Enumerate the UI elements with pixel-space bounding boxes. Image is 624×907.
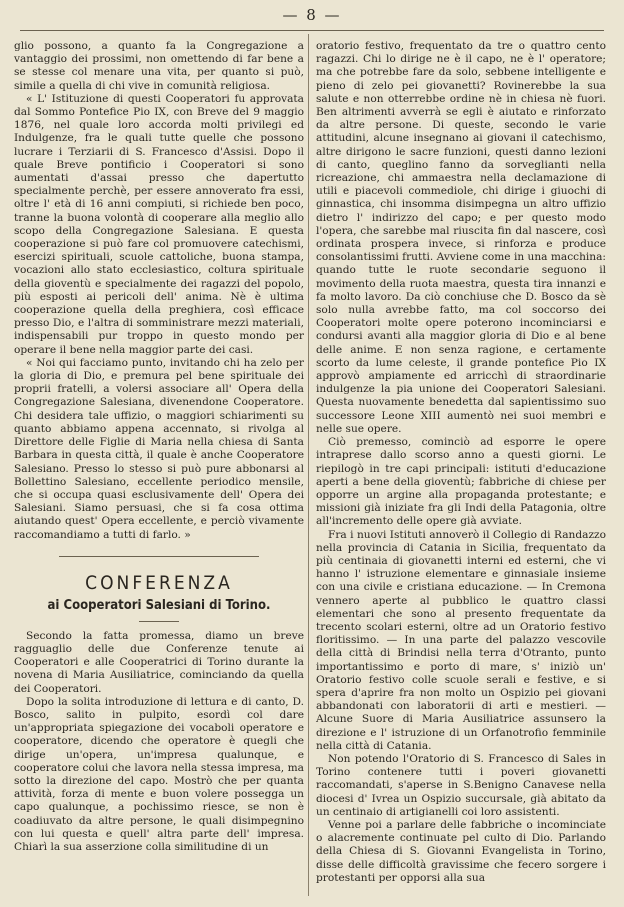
paragraph: glio possono, a quanto fa la Congregazione a vantaggio dei prossimi, non omettendo di far bene a se stesse col menare una vita, per quanto si può, simile a quella di chi vive in comunità religiosa. (14, 40, 304, 92)
header-rule (20, 30, 604, 31)
page-number: — 8 — (282, 6, 342, 24)
left-column (14, 40, 304, 854)
paragraph: oratorio festivo, frequentato da tre o quattro cento ragazzi. Chi lo dirige ne è il capo, ne è l' operatore; ma che potrebbe fare da solo, sebbene intelligente e pieno di zelo pei giovanetti? Rovinerebbe la sua salute e non otterrebbe ordine nè in chiesa nè fuori. Ben altrimenti avverrà se egli è aiutato e rinforzato da altre persone. Di queste, secondo le varie attitudini, alcune insegnano ai giovani il catechismo, altre dirigono le sacre funzioni, questi danno lezioni di canto, queglino fanno da sorveglianti nella ricreazione, chi ammaestra nella declamazione di utili e piacevoli commediole, chi dirige i giuochi di ginnastica, chi insomma disimpegna un altro uffizio dietro l' indirizzo del capo; e per questo modo l'opera, che sarebbe mal riuscita fin dal nascere, così ordinata prospera invece, si rinforza e produce consolantissimi frutti. Avviene come in una macchina: quando tutte le ruote secondarie seguono il movimento della ruota maestra, questa tira innanzi e fa molto lavoro. Da ciò conchiuse che D. Bosco da sè solo nulla avrebbe fatto, ma col soccorso dei Cooperatori molte opere poterono incominciarsi e condursi avanti alla maggior gloria di Dio e al bene delle anime. E non senza ragione, e certamente scorto da lume celeste, il grande pontefice Pio IX approvò ampiamente ed arricchì di straordinarie indulgenze la pia unione dei Cooperatori Salesiani. Questa nuovamente benedetta dal sapientissimo suo successore Leone XIII aumentò nei suoi membri e nelle sue opere. (316, 40, 606, 435)
column-divider (308, 34, 309, 896)
section-subtitle: ai Cooperatori Salesiani di Torino. (47, 597, 271, 613)
paragraph: Fra i nuovi Istituti annoverò il Collegio di Randazzo nella provincia di Catania in Sicilia, frequentato da più centinaia di giovanetti interni ed esterni, che vi hanno l' istruzione elementare e ginnasiale insieme con una civile e cristiana educazione. — In Cremona vennero aperte al pubblico le quattro classi elementari che sono al presento frequentate da trecento scolari esterni, oltre ad un Oratorio festivo floritissimo. — In una parte del palazzo vescovile della città di Brindisi nella terra d'Otranto, punto importantissimo e porto di mare, s' iniziò un' Oratorio festivo colle scuole serali e festive, e si spera d'aprire fra non molto un Ospizio pei giovani abbandonati con laboratorii di arti e mestieri. — Alcune Suore di Maria Ausiliatrice assunsero la direzione e l' istruzione di un Orfanotrofio femminile nella città di Catania. (316, 528, 606, 752)
paragraph: « L' Istituzione di questi Cooperatori fu approvata dal Sommo Pontefice Pio IX, con Breve del 9 maggio 1876, nel quale loro accorda molti privilegi ed Indulgenze, fra le quali tutte quelle che possono lucrare i Terziarii di S. Francesco d'Assisi. Dopo il quale Breve pontificio i Cooperatori si sono aumentati d'assai presso che dapertutto specialmente perchè, per essere annoverato fra essi, oltre l' età di 16 anni compiuti, si richiede ben poco, tranne la buona volontà di cooperare alla meglio allo scopo della Congregazione Salesiana. E questa cooperazione si può fare col promuovere catechismi, esercizi spirituali, scuole cattoliche, buona stampa, vocazioni allo stato ecclesiastico, coltura spirituale della gioventù e specialmente dei ragazzi del popolo, più esposti ai pericoli dell' anima. Nè è ultima cooperazione quella della preghiera, così efficace presso Dio, e l'altra di somministrare mezzi materiali, indispensabili pur troppo in questo mondo per operare il bene nella maggior parte dei casi. (14, 92, 304, 356)
paragraph: « Noi qui facciamo punto, invitando chi ha zelo per la gloria di Dio, e premura pel bene spirituale dei proprii fratelli, a volersi associare all' Opera della Congregazione Salesiana, divenendone Cooperatore. Chi desidera tale uffizio, o maggiori schiarimenti su quanto abbiamo appena accennato, si rivolga al Direttore delle Figlie di Maria nella chiesa di Santa Barbara in questa città, il quale è anche Cooperatore Salesiano. Presso lo stesso si può pure abbonarsi al Bollettino Salesiano, eccellente periodico mensile, che si occupa quasi esclusivamente dell' Opera dei Salesiani. Siamo persuasi, che si fa cosa ottima aiutando quest' Opera eccellente, e perciò vivamente raccomandiamo a tutti di farlo. » (14, 356, 304, 541)
subtitle-separator (139, 621, 179, 622)
section-separator (59, 556, 259, 557)
right-column (316, 40, 606, 885)
paragraph: Dopo la solita introduzione di lettura e di canto, D. Bosco, salito in pulpito, esordì col dare un'appropriata spiegazione dei vocaboli operatore e cooperatore, dicendo che operatore è quegli che dirige un'opera, un'impresa qualunque, e cooperatore colui che lavora nella stessa impresa, ma sotto la direzione del capo. Mostrò che per quanta attività, forza di mente e buon volere possegga un capo qualunque, a pochissimo riesce, se non è coadiuvato da altre persone, le quali disimpegnino con lui questa e quell' altra parte dell' impresa. Chiarì la sua asserzione colla similitudine di un (14, 695, 304, 853)
paragraph: Non potendo l'Oratorio di S. Francesco di Sales in Torino contenere tutti i poveri giovanetti raccomandati, s'aperse in S.Benigno Canavese nella diocesi d' Ivrea un Ospizio succursale, già abitato da un centinaio di artigianelli coi loro assistenti. (316, 752, 606, 818)
paragraph: Ciò premesso, cominciò ad esporre le opere intraprese dallo scorso anno a questi giorni. Le riepilogò in tre capi principali: istituti d'educazione aperti a bene della gioventù; fabbriche di chiese per opporre un argine alla propaganda protestante; e missioni già iniziate fra gli Indi della Patagonia, oltre all'incremento delle opere già avviate. (316, 436, 606, 528)
paragraph: Secondo la fatta promessa, diamo un breve ragguaglio delle due Conferenze tenute ai Cooperatori e alle Cooperatrici di Torino durante la novena di Maria Ausiliatrice, cominciando da quella dei Cooperatori. (14, 629, 304, 695)
section-title: CONFERENZA (85, 571, 233, 594)
paragraph: Venne poi a parlare delle fabbriche o incominciate o alacremente continuate pel culto di Dio. Parlando della Chiesa di S. Giovanni Evangelista in Torino, disse delle difficoltà gravissime che fecero sorgere i protestanti per opporsi alla sua (316, 818, 606, 884)
